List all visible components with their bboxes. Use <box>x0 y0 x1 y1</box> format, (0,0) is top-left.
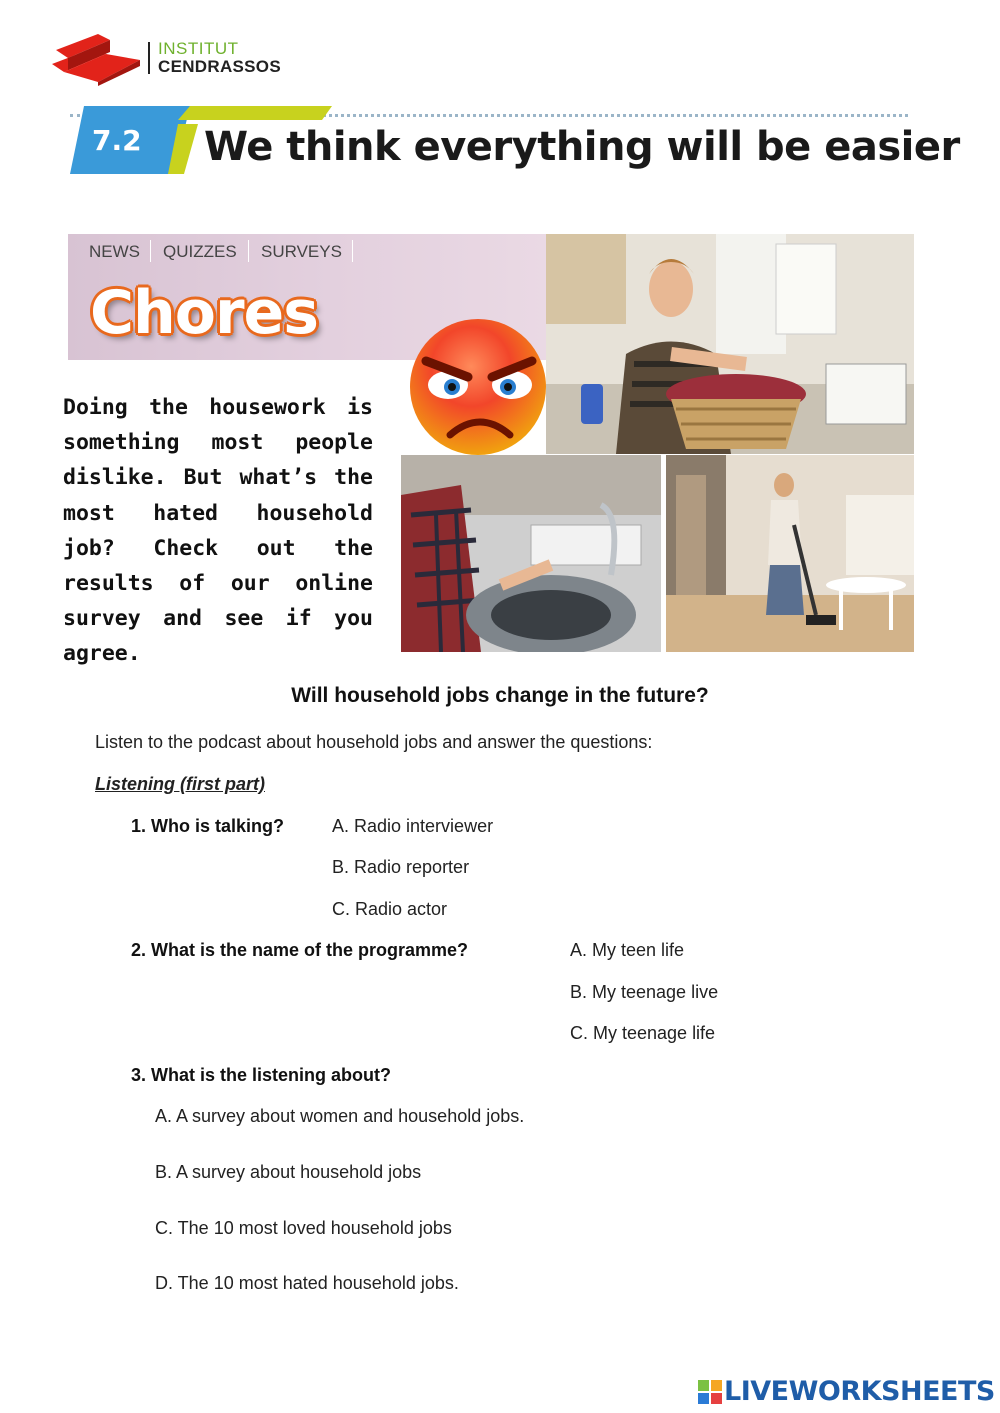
q3-option-d[interactable]: D. The 10 most hated household jobs. <box>155 1273 459 1293</box>
q1-option-a[interactable]: A. Radio interviewer <box>332 816 494 836</box>
liveworksheets-brand[interactable]: LIVEWORKSHEETS <box>724 1376 995 1407</box>
question-1: 1. Who is talking? <box>131 816 285 836</box>
nav-separator <box>352 240 353 262</box>
laundry-photo <box>546 234 914 454</box>
nav-separator <box>150 240 151 262</box>
listening-label: Listening (first part) <box>95 774 265 794</box>
q1-option-b[interactable]: B. Radio reporter <box>332 857 470 877</box>
nav-item-news: NEWS <box>89 242 140 261</box>
q3-option-b[interactable]: B. A survey about household jobs <box>155 1162 422 1182</box>
q3-option-c[interactable]: C. The 10 most loved household jobs <box>155 1218 452 1238</box>
section-heading: Will household jobs change in the future? <box>291 684 709 707</box>
liveworksheets-logo-icon <box>698 1380 722 1404</box>
angry-face-icon <box>406 311 546 459</box>
page-title: We think everything will be easier <box>204 124 960 170</box>
logo-text-cendrassos: CENDRASSOS <box>158 57 281 76</box>
logo-text-institut: INSTITUT <box>158 39 239 58</box>
unit-number: 7.2 <box>92 124 142 157</box>
institut-logo-icon <box>48 30 144 86</box>
q3-option-a[interactable]: A. A survey about women and household jobs. <box>155 1106 525 1126</box>
q2-option-a[interactable]: A. My teen life <box>570 940 685 960</box>
q2-option-c[interactable]: C. My teenage life <box>570 1023 716 1043</box>
instructions: Listen to the podcast about household jobs and answer the questions: <box>95 732 653 752</box>
question-3: 3. What is the listening about? <box>131 1065 392 1085</box>
nav-item-quizzes: QUIZZES <box>163 242 237 261</box>
dishwashing-photo <box>401 455 661 652</box>
question-2: 2. What is the name of the programme? <box>131 940 469 960</box>
nav-item-surveys: SURVEYS <box>261 242 342 261</box>
vacuuming-photo <box>666 455 914 652</box>
q2-option-b[interactable]: B. My teenage live <box>570 982 719 1002</box>
nav-separator <box>248 240 249 262</box>
chores-title: Chores <box>90 278 318 348</box>
intro-paragraph: Doing the housework is something most people dislike. But what’s the most hated household job? Check out the results of our online survey and see if you agree. <box>63 395 373 667</box>
q1-option-c[interactable]: C. Radio actor <box>332 899 448 919</box>
logo-divider <box>148 42 150 74</box>
